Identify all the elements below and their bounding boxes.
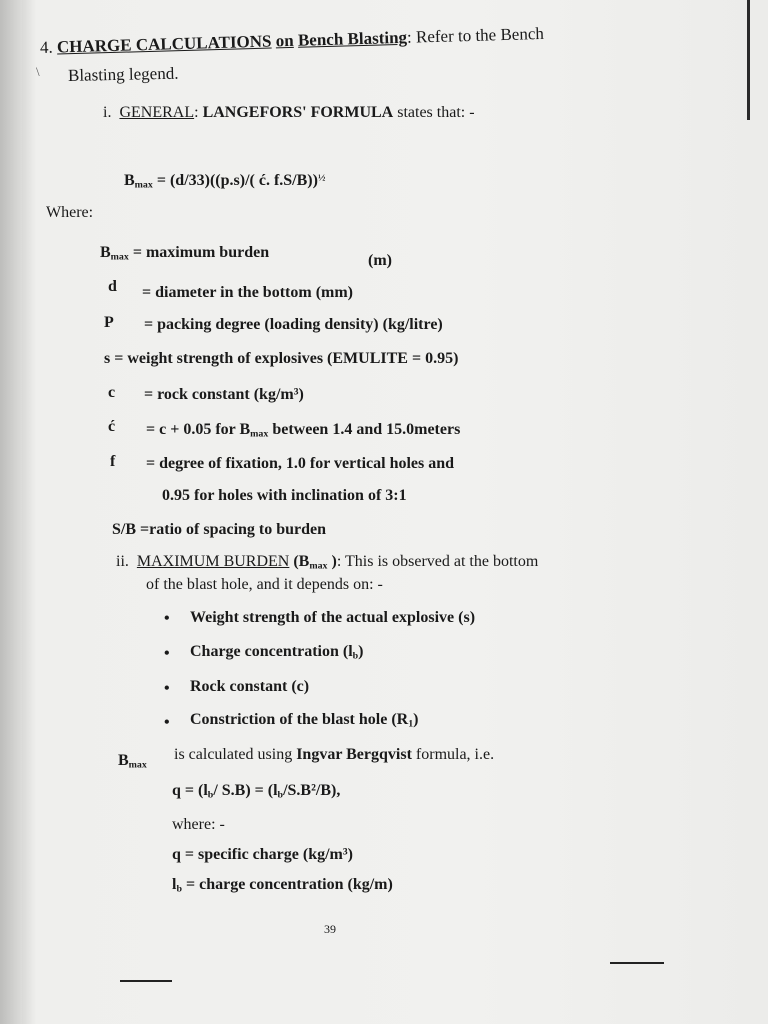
- bullet-item-1: Weight strength of the actual explosive (s): [190, 609, 476, 626]
- bergqvist-sentence: [174, 746, 494, 764]
- max-burden-title: MAXIMUM BURDEN: [136, 553, 290, 570]
- formula-name: LANGEFORS' FORMULA: [202, 104, 394, 121]
- def-text-f: = degree of fixation, 1.0 for vertical holes and: [146, 455, 455, 472]
- max-burden-text1: : This is observed at the bottom: [336, 553, 539, 570]
- definition-bmax: [100, 244, 269, 262]
- bullet-item-2-text: Charge concentration (l: [190, 643, 353, 660]
- def-text-c-acute-sub: max: [250, 428, 269, 440]
- general-title: GENERAL: [119, 104, 195, 121]
- bullet-item-4-tail: ): [413, 711, 419, 728]
- bergqvist-text-pre: is calculated using: [174, 746, 297, 763]
- formula-lhs-sub: max: [134, 179, 153, 191]
- margin-mark: \: [36, 64, 40, 79]
- def-text-d: = diameter in the bottom (mm): [142, 284, 353, 301]
- bergqvist-where: where: -: [172, 816, 225, 833]
- bullet-item-4-text: Constriction of the blast hole (R: [190, 711, 409, 728]
- general-numeral: i.: [103, 104, 112, 121]
- general-heading: [103, 104, 475, 122]
- bullet-item-2-tail: ): [358, 643, 364, 660]
- max-burden-paren-close: ): [331, 553, 337, 570]
- bullet-item-2-sub: b: [352, 650, 359, 662]
- bergqvist-sym-sub: max: [128, 759, 147, 771]
- max-burden-numeral: ii.: [116, 553, 129, 570]
- section-rest-line1: : Refer to the Bench: [406, 23, 545, 47]
- bergqvist-formula-b: / S.B) = (l: [213, 782, 278, 799]
- scan-dash-right: [610, 962, 664, 964]
- bullet-dot: •: [164, 714, 170, 731]
- def-symbol-c-acute: ć: [108, 418, 116, 435]
- max-burden-paren-sub: max: [309, 560, 328, 572]
- def-text-c-acute-after: between 1.4 and 15.0meters: [268, 421, 461, 438]
- bullet-item-2: [190, 643, 363, 661]
- scan-dash-left: [120, 980, 172, 982]
- formula-rhs: = (d/33)((p.s)/( ć. f.S/B)): [156, 172, 318, 189]
- bullet-dot: •: [164, 610, 170, 627]
- bergqvist-formula-a: q = (l: [172, 782, 208, 799]
- formula-rhs-sup: ½: [317, 172, 326, 184]
- def-symbol-sb: S/B: [112, 521, 137, 538]
- def-symbol-d: d: [108, 278, 117, 295]
- where-label: Where:: [46, 204, 94, 221]
- def-text-s: = weight strength of explosives (EMULITE = 0.95): [114, 350, 459, 367]
- bullet-dot: •: [164, 680, 170, 697]
- bullet-item-4-sub: 1: [408, 718, 414, 730]
- max-burden-paren: (B: [293, 553, 310, 570]
- general-states: states that: -: [397, 104, 475, 121]
- def-text-c: = rock constant (kg/m³): [144, 386, 304, 403]
- scan-edge-left: [0, 0, 22, 1024]
- def-unit: (m): [368, 252, 392, 269]
- bergqvist-text-post: formula, i.e.: [411, 746, 495, 763]
- bergqvist-symbol: [118, 752, 147, 770]
- def-symbol-s: s: [104, 350, 111, 367]
- bergqvist-formula: [172, 782, 340, 800]
- bergqvist-def2-post: = charge concentration (kg/m): [181, 876, 393, 893]
- bergqvist-formula-sub1: b: [207, 789, 214, 801]
- bergqvist-formula-c: /S.B²/B),: [283, 782, 341, 799]
- bergqvist-formula-sub2: b: [277, 789, 284, 801]
- def-text-p: = packing degree (loading density) (kg/litre): [144, 316, 443, 333]
- def-symbol-f: f: [110, 453, 116, 470]
- bergqvist-sym: B: [118, 752, 129, 769]
- bergqvist-def1: q = specific charge (kg/m³): [172, 846, 353, 863]
- def-text-c-acute: [146, 421, 460, 439]
- def-text-sb: =ratio of spacing to burden: [140, 521, 327, 538]
- bullet-item-3: Rock constant (c): [190, 678, 310, 695]
- bullet-item-4: [190, 711, 419, 729]
- def-symbol: B: [100, 244, 111, 261]
- section-title: CHARGE CALCULATIONS: [56, 31, 272, 57]
- max-burden-heading: [116, 553, 538, 571]
- bergqvist-name: Ingvar Bergqvist: [296, 746, 412, 763]
- def-symbol-c: c: [108, 384, 116, 401]
- def-text: = maximum burden: [132, 244, 270, 261]
- section-subject: Bench Blasting: [297, 27, 408, 50]
- page-number: 39: [324, 922, 336, 936]
- def-symbol-sub: max: [110, 251, 129, 263]
- def-text-f-line2: 0.95 for holes with inclination of 3:1: [162, 487, 407, 504]
- section-rest-line2: Blasting legend.: [67, 63, 179, 85]
- scan-edge-right: [747, 0, 750, 120]
- general-colon: :: [194, 104, 199, 121]
- max-burden-text2: of the blast hole, and it depends on: -: [146, 576, 383, 593]
- bergqvist-def2-sub: b: [176, 883, 182, 895]
- section-number: 4.: [39, 37, 53, 57]
- langefors-formula: [124, 172, 325, 190]
- bullet-dot: •: [164, 645, 170, 662]
- bergqvist-def2-pre: l: [172, 876, 177, 893]
- document-page: [22, 0, 768, 1024]
- def-text-c-acute-main: = c + 0.05 for B: [146, 421, 251, 438]
- bergqvist-def2: [172, 876, 393, 894]
- definition-sb: [112, 521, 326, 539]
- def-symbol-p: P: [104, 314, 114, 331]
- section-middle: on: [275, 30, 294, 51]
- definition-s: [104, 350, 458, 368]
- formula-lhs: B: [124, 172, 135, 189]
